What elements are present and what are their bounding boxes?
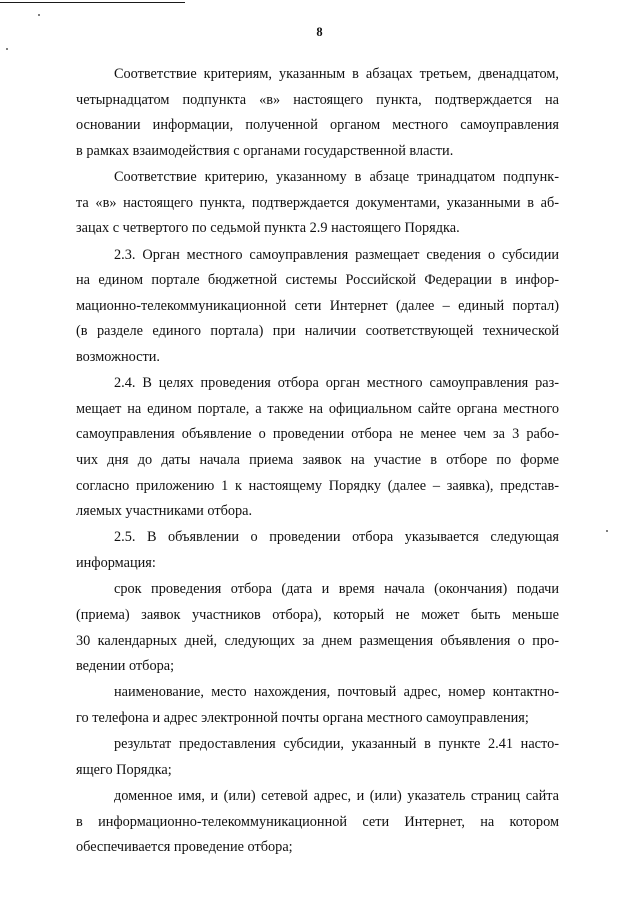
paragraph-line: обеспечивается проведение отбора; [76,839,293,856]
paragraph-line: ляемых участниками отбора. [76,503,253,520]
paragraph [76,577,559,679]
paragraph-line: в информационно-телекоммуникационной сети Интернет, на котором [76,813,559,830]
paragraph-line: 2.5. В объявлении о проведении отбора указывается следующая [114,529,559,546]
document-body [76,62,559,862]
paragraph-line: (приема) заявок участников отбора), который не может быть меньше [76,606,559,623]
scan-edge-line [0,2,185,3]
paragraph [76,243,559,371]
paragraph-line: 2.4. В целях проведения отбора орган местного самоуправления раз- [114,375,559,392]
paragraph-line: мещает на едином портале, а также на официальном сайте органа местного [76,400,559,417]
paragraph [76,525,559,576]
paragraph-line: го телефона и адрес электронной почты органа местного самоуправления; [76,709,529,726]
paragraph-line: согласно приложению 1 к настоящему Порядку (далее – заявка), представ- [76,477,559,494]
paragraph-line: ящего Порядка; [76,761,172,778]
paragraph-line: зацах с четвертого по седьмой пункта 2.9 настоящего Порядка. [76,220,460,237]
paragraph [76,784,559,861]
paragraph-line: в рамках взаимодействия с органами государственной власти. [76,142,454,159]
paragraph-line: Соответствие критерию, указанному в абзаце тринадцатом подпунк- [114,169,559,186]
paragraph-line: информация: [76,555,156,572]
paragraph-line: Соответствие критериям, указанным в абзацах третьем, двенадцатом, [114,66,559,82]
paragraph-line: (в разделе единого портала) при наличии соответствующей технической [76,323,559,340]
paragraph [76,165,559,242]
paragraph-line: 30 календарных дней, следующих за днем размещения объявления о про- [76,632,559,649]
paragraph-line: основании информации, полученной органом местного самоуправления [76,117,559,134]
paragraph-line: четырнадцатом подпункта «в» настоящего пункта, подтверждается на [76,91,559,108]
paragraph-line: мационно-телекоммуникационной сети Интернет (далее – единый портал) [76,297,559,314]
paragraph [76,371,559,525]
paragraph [76,680,559,731]
paragraph-line: наименование, место нахождения, почтовый адрес, номер контактно- [114,684,559,701]
paragraph-line: 2.3. Орган местного самоуправления размещает сведения о субсидии [114,246,559,263]
paragraph-line: та «в» настоящего пункта, подтверждается документами, указанными в аб- [76,194,559,211]
paragraph-line: доменное имя, и (или) сетевой адрес, и (или) указатель страниц сайта [114,788,559,805]
paragraph [76,732,559,783]
paragraph [76,62,559,164]
paragraph-line: результат предоставления субсидии, указанный в пункте 2.41 насто- [114,736,559,753]
paragraph-line: возможности. [76,348,160,365]
scan-speck [606,530,608,532]
paragraph-line: самоуправления объявление о проведении отбора не менее чем за 3 рабо- [76,426,559,443]
paragraph-line: чих дня до даты начала приема заявок на участие в отборе по форме [76,451,559,468]
paragraph-line: ведении отбора; [76,658,175,675]
paragraph-line: на едином портале бюджетной системы Российской Федерации в инфор- [76,272,559,289]
page-number: 8 [316,25,323,39]
scan-speck [6,48,8,50]
paragraph-line: срок проведения отбора (дата и время начала (окончания) подачи [114,581,559,598]
scan-speck [38,14,40,16]
